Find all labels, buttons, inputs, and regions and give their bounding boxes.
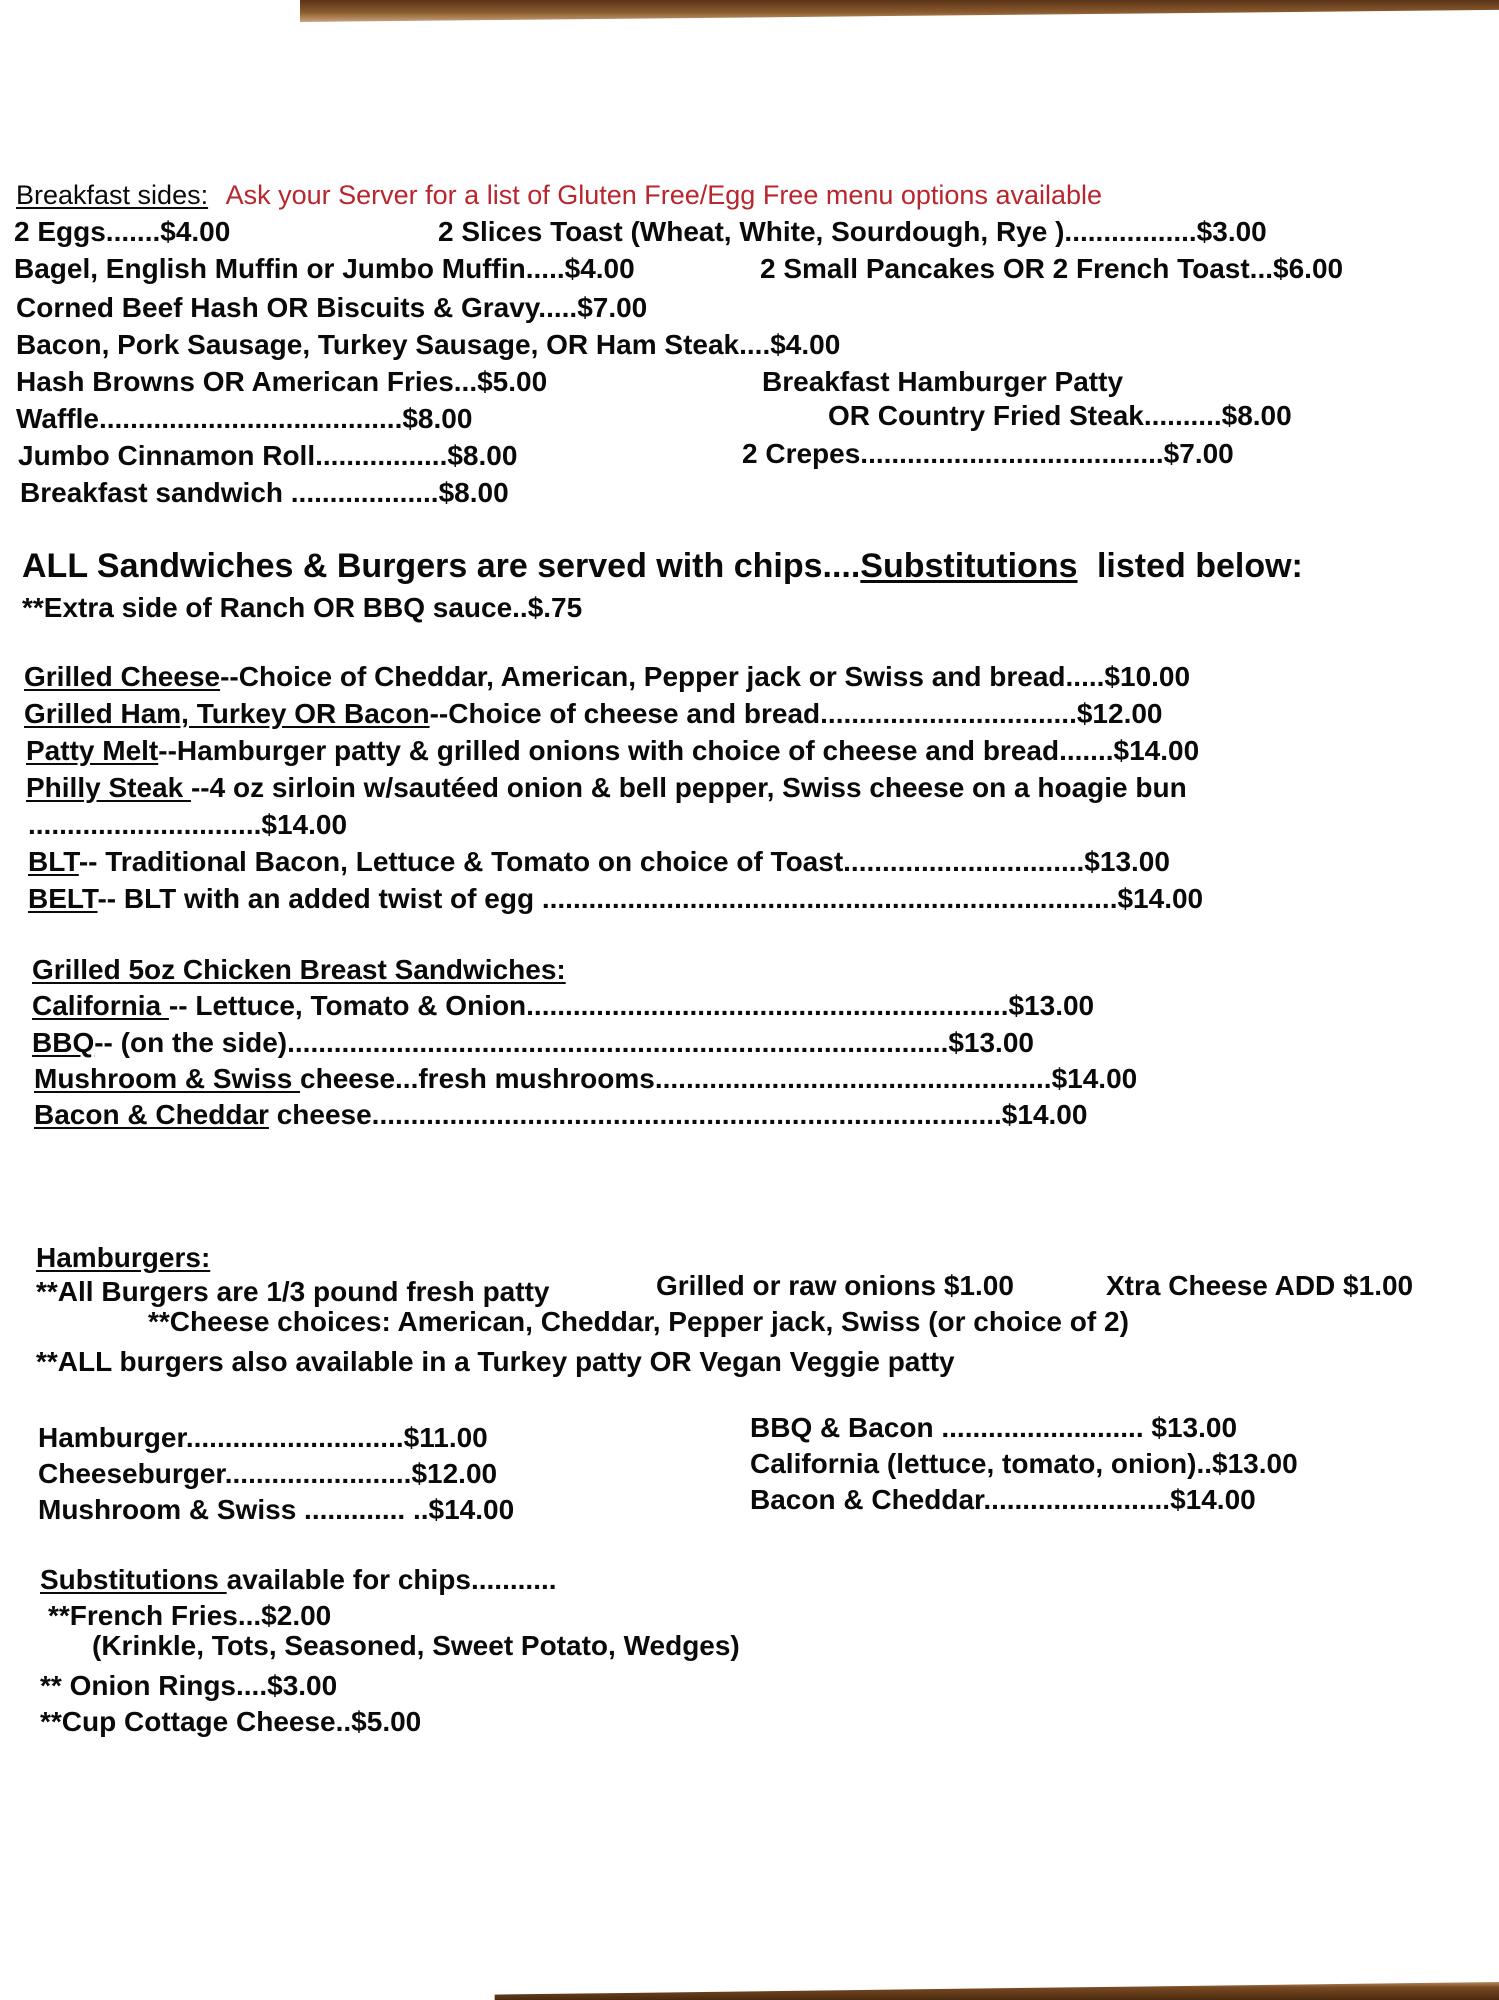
hamburgers-heading: Hamburgers:: [36, 1242, 211, 1273]
menu-item: Hash Browns OR American Fries...$5.00: [16, 366, 548, 397]
substitutions-heading-suffix: available for chips...........: [226, 1564, 557, 1595]
menu-item: Breakfast sandwich ...................$8.00: [20, 477, 509, 508]
item-name: California: [32, 990, 169, 1021]
chicken-heading: Grilled 5oz Chicken Breast Sandwiches:: [32, 954, 566, 985]
substitutions-heading-line: [40, 1564, 557, 1596]
menu-item: [26, 772, 1187, 804]
item-name: Grilled Cheese: [24, 661, 221, 692]
substitution-item: **French Fries...$2.00: [48, 1600, 332, 1631]
menu-item: Waffle.......................................$8.00: [16, 403, 473, 434]
gluten-free-notice: Ask your Server for a list of Gluten Free/Egg Free menu options available: [225, 180, 1103, 210]
menu-item: 2 Slices Toast (Wheat, White, Sourdough, Rye ).................$3.00: [438, 216, 1267, 247]
substitutions-heading: Substitutions: [40, 1564, 227, 1595]
breakfast-heading: Breakfast sides:: [16, 180, 209, 210]
menu-item: [34, 1063, 1137, 1095]
item-desc: -- Traditional Bacon, Lettuce & Tomato on choice of Toast...............................$13.00: [78, 846, 1170, 877]
item-desc: -- Lettuce, Tomato & Onion..............................................................$13.00: [168, 990, 1095, 1021]
wooden-table-edge-bottom: [0, 1982, 1499, 2000]
item-desc: --4 oz sirloin w/sautéed onion & bell pepper, Swiss cheese on a hoagie bun: [190, 772, 1187, 803]
menu-item: [32, 1027, 1034, 1059]
item-desc: cheese...fresh mushrooms...................................................$14.00: [300, 1063, 1138, 1094]
wooden-table-edge-top: [300, 0, 1499, 22]
item-name: Bacon & Cheddar: [34, 1099, 269, 1130]
item-desc: --Hamburger patty & grilled onions with choice of cheese and bread.......$14.00: [158, 735, 1200, 766]
menu-item: Jumbo Cinnamon Roll.................$8.00: [18, 440, 518, 471]
menu-item: Bagel, English Muffin or Jumbo Muffin.....$4.00: [14, 253, 635, 284]
philly-price: ..............................$14.00: [28, 809, 348, 840]
item-name: Mushroom & Swiss: [34, 1063, 301, 1094]
item-name: BBQ: [32, 1027, 95, 1058]
menu-item: Hamburger............................$11.00: [38, 1422, 488, 1453]
menu-item: 2 Small Pancakes OR 2 French Toast...$6.00: [760, 253, 1344, 284]
item-desc: -- (on the side).....................................................................................$13.00: [94, 1027, 1034, 1058]
menu-item: 2 Crepes.......................................$7.00: [742, 438, 1234, 469]
substitution-item: **Cup Cottage Cheese..$5.00: [40, 1706, 422, 1737]
menu-item: [34, 1099, 1087, 1131]
burger-note: **ALL burgers also available in a Turkey patty OR Vegan Veggie patty: [36, 1346, 955, 1377]
menu-item: California (lettuce, tomato, onion)..$13.00: [750, 1448, 1298, 1479]
item-desc: --Choice of Cheddar, American, Pepper jack or Swiss and bread.....$10.00: [220, 661, 1191, 692]
menu-item: BBQ & Bacon .......................... $13.00: [750, 1412, 1238, 1443]
menu-item: Breakfast Hamburger Patty: [762, 366, 1124, 397]
extra-sauce-note: **Extra side of Ranch OR BBQ sauce..$.75: [22, 592, 583, 623]
item-desc: cheese.................................................................................$14.00: [268, 1099, 1088, 1130]
menu-item: [24, 698, 1163, 730]
menu-item: Cheeseburger........................$12.00: [38, 1458, 498, 1489]
substitution-item: ** Onion Rings....$3.00: [40, 1670, 338, 1701]
substitutions-link: Substitutions: [860, 547, 1078, 585]
item-name: Philly Steak: [26, 772, 191, 803]
menu-item: OR Country Fried Steak..........$8.00: [828, 400, 1292, 431]
item-name: BLT: [28, 846, 79, 877]
item-name: Grilled Ham, Turkey OR Bacon: [24, 698, 430, 729]
menu-item: [24, 661, 1190, 693]
burger-note: **All Burgers are 1/3 pound fresh patty: [36, 1276, 550, 1307]
item-name: Patty Melt: [26, 735, 159, 766]
sandwiches-headline: [22, 547, 1303, 585]
menu-item: [28, 883, 1203, 915]
headline-prefix: ALL Sandwiches & Burgers are served with chips....: [22, 547, 861, 585]
menu-item: Bacon & Cheddar........................$14.00: [750, 1484, 1256, 1515]
menu-item: [32, 990, 1094, 1022]
burger-note: **Cheese choices: American, Cheddar, Pepper jack, Swiss (or choice of 2): [148, 1306, 1129, 1337]
menu-item: [28, 846, 1170, 878]
burger-note: Xtra Cheese ADD $1.00: [1106, 1270, 1414, 1301]
menu-item: 2 Eggs.......$4.00: [14, 216, 231, 247]
item-desc: -- BLT with an added twist of egg ..........................................................................$14.00: [97, 883, 1204, 914]
menu-item: Bacon, Pork Sausage, Turkey Sausage, OR Ham Steak....$4.00: [16, 329, 841, 360]
burger-note: Grilled or raw onions $1.00: [656, 1270, 1014, 1301]
menu-item: Mushroom & Swiss ............. ..$14.00: [38, 1494, 515, 1525]
headline-suffix: listed below:: [1096, 547, 1303, 585]
breakfast-heading-line: [16, 179, 1102, 211]
menu-item: [26, 735, 1199, 767]
item-name: BELT: [28, 883, 98, 914]
substitution-item: (Krinkle, Tots, Seasoned, Sweet Potato, Wedges): [92, 1630, 740, 1661]
menu-item: Corned Beef Hash OR Biscuits & Gravy.....$7.00: [16, 292, 648, 323]
item-desc: --Choice of cheese and bread.................................$12.00: [429, 698, 1163, 729]
